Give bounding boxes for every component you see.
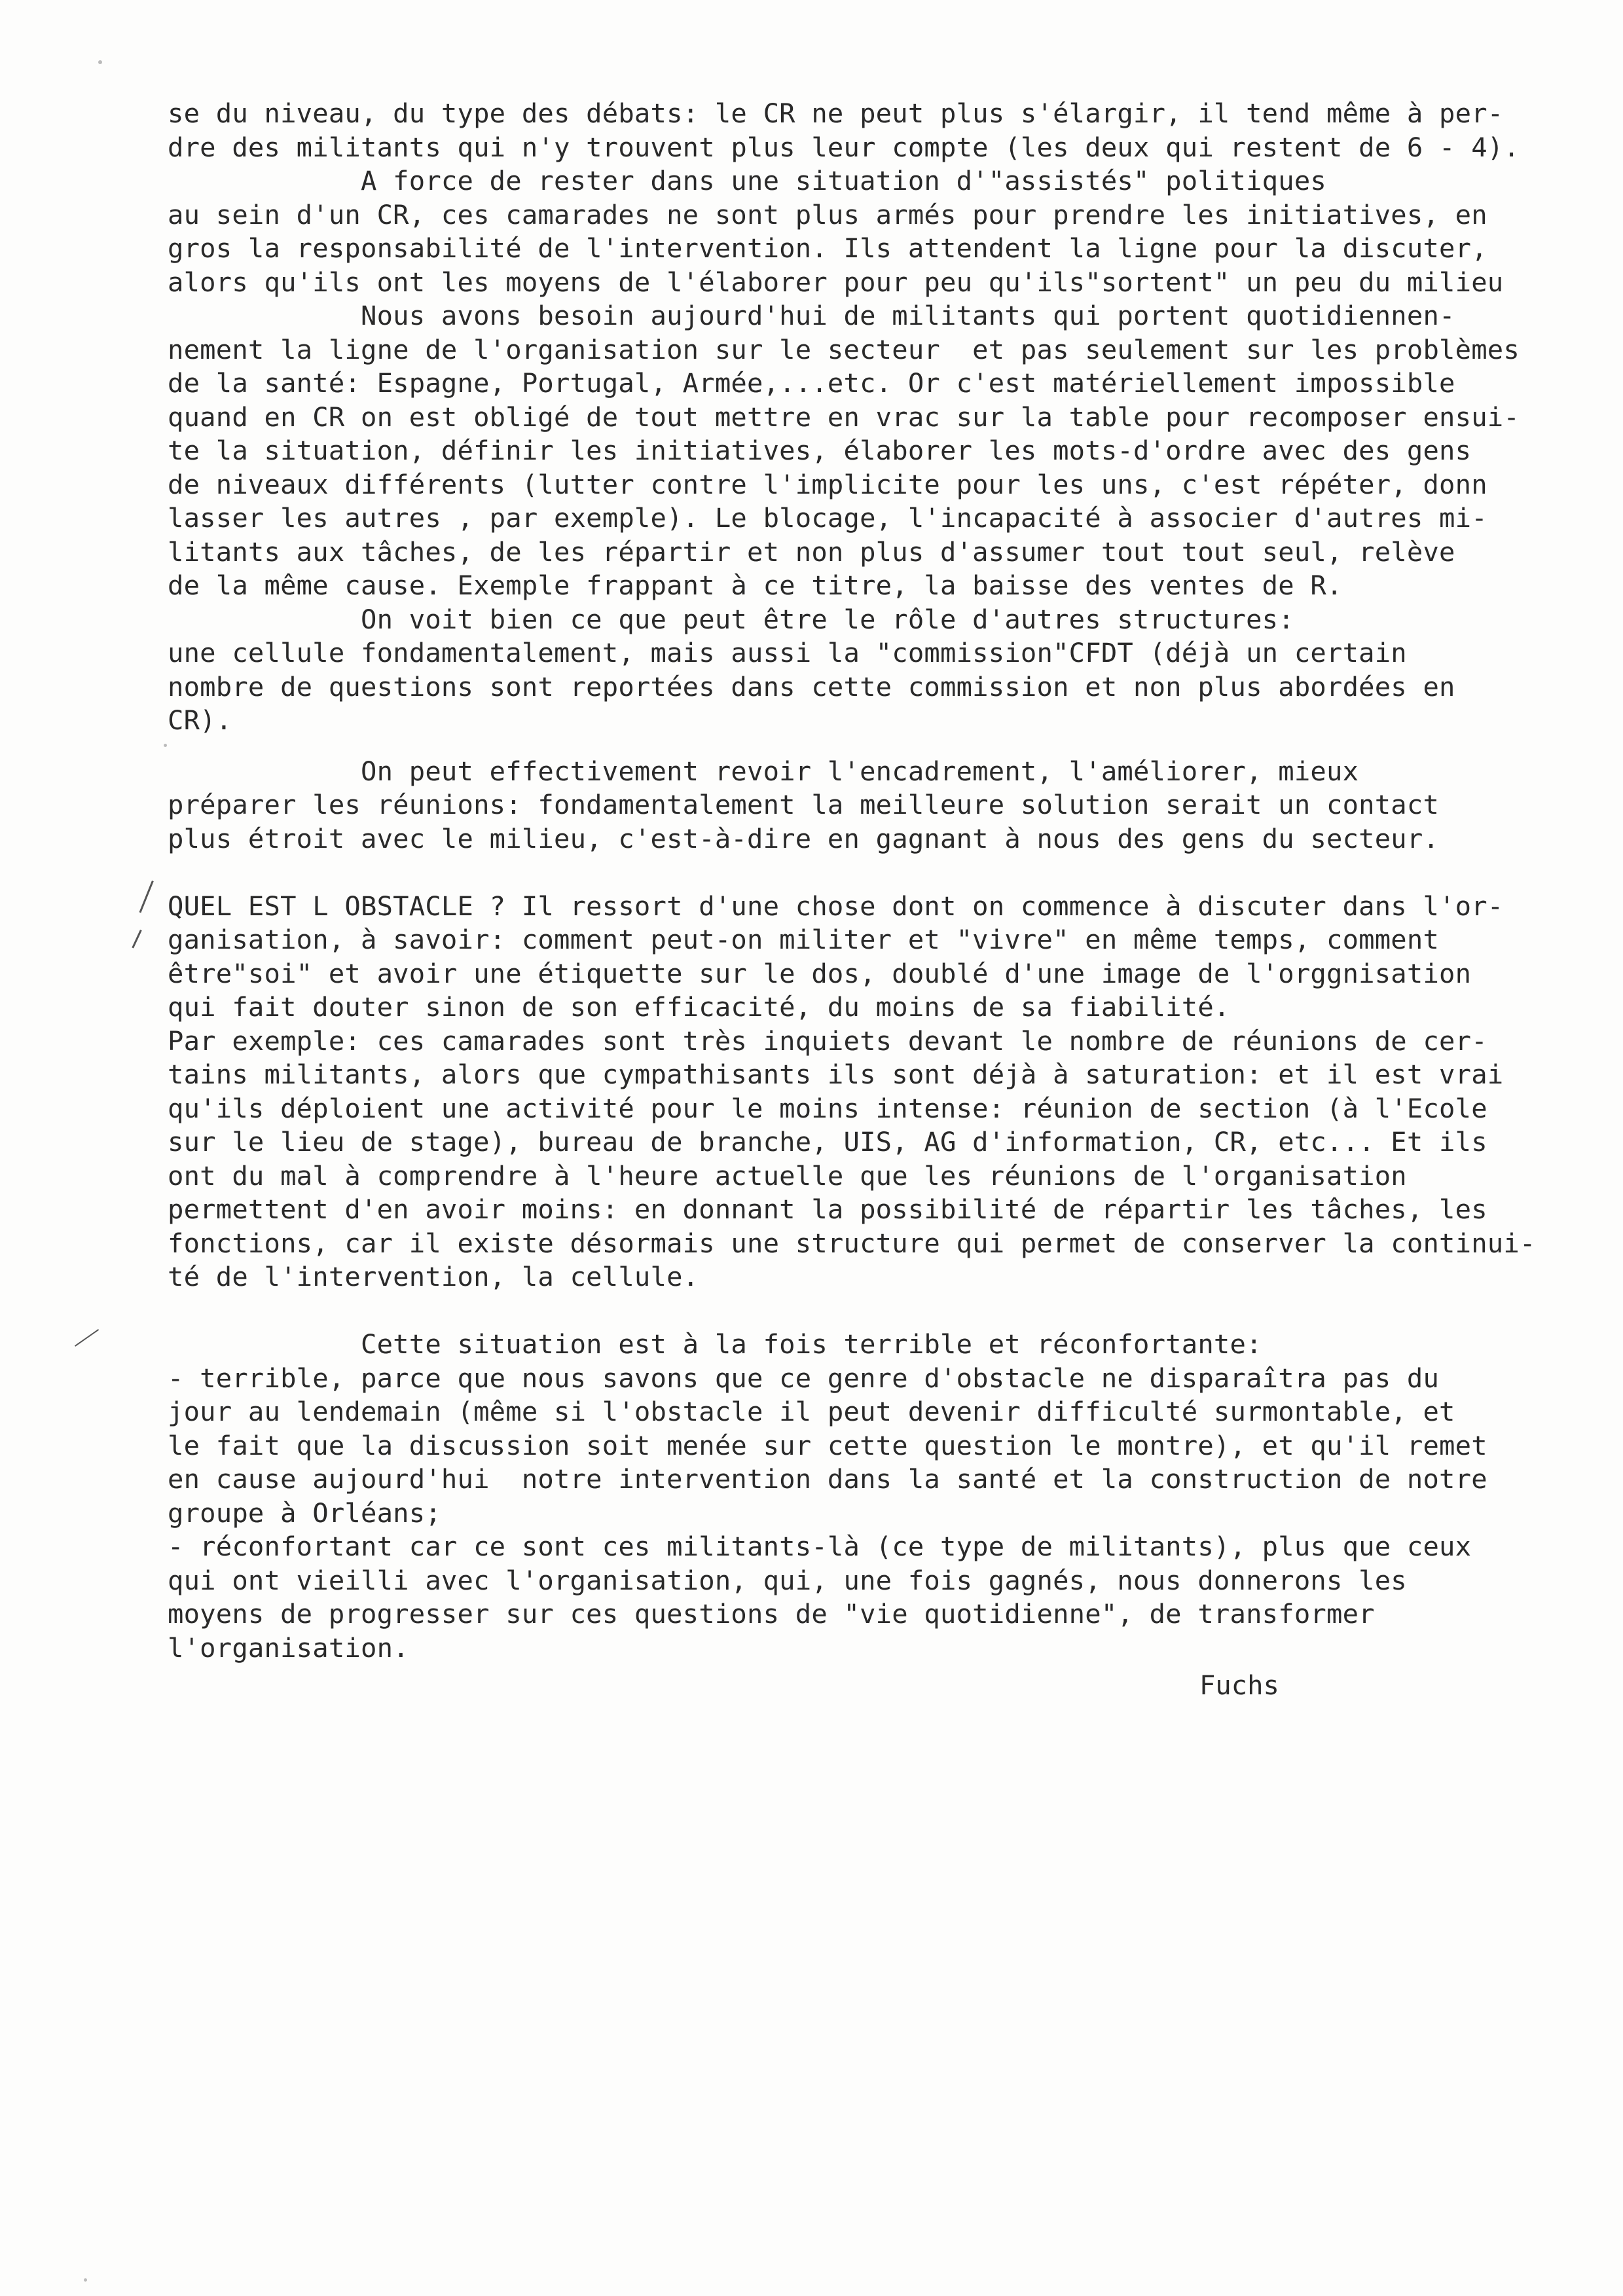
margin-pencil-mark bbox=[75, 1329, 99, 1347]
text-line: QUEL EST L OBSTACLE ? Il ressort d'une chose dont on commence à discuter dans l'or- bbox=[168, 890, 1504, 922]
text-line: gros la responsabilité de l'intervention. Ils attendent la ligne pour la discuter, bbox=[168, 232, 1487, 264]
text-line: litants aux tâches, de les répartir et non plus d'assumer tout tout seul, relève bbox=[168, 536, 1455, 568]
text-line: se du niveau, du type des débats: le CR ne peut plus s'élargir, il tend même à per- bbox=[168, 98, 1504, 129]
margin-pencil-mark bbox=[132, 930, 141, 948]
scan-speck bbox=[84, 2278, 87, 2282]
text-line: nement la ligne de l'organisation sur le secteur et pas seulement sur les problèmes bbox=[168, 333, 1520, 365]
text-line: On peut effectivement revoir l'encadrement, l'améliorer, mieux bbox=[168, 755, 1359, 787]
text-line: té de l'intervention, la cellule. bbox=[168, 1261, 699, 1292]
text-line: préparer les réunions: fondamentalement la meilleure solution serait un contact bbox=[168, 789, 1440, 820]
text-line: quand en CR on est obligé de tout mettre en vrac sur la table pour recomposer ensui- bbox=[168, 401, 1520, 433]
text-line: au sein d'un CR, ces camarades ne sont plus armés pour prendre les initiatives, en bbox=[168, 198, 1487, 230]
text-line: le fait que la discussion soit menée sur cette question le montre), et qu'il remet bbox=[168, 1429, 1487, 1461]
paragraph-group-1 bbox=[168, 97, 1529, 856]
text-line: CR). bbox=[168, 704, 232, 736]
text-line: - réconfortant car ce sont ces militants-là (ce type de militants), plus que ceux bbox=[168, 1531, 1472, 1562]
text-line: lasser les autres , par exemple). Le blocage, l'incapacité à associer d'autres mi- bbox=[168, 502, 1487, 534]
text-line: une cellule fondamentalement, mais aussi la "commission"CFDT (déjà un certain bbox=[168, 637, 1407, 668]
text-line: jour au lendemain (même si l'obstacle il peut devenir difficulté surmontable, et bbox=[168, 1396, 1455, 1427]
text-line: - terrible, parce que nous savons que ce genre d'obstacle ne disparaîtra pas du bbox=[168, 1362, 1440, 1394]
text-line: Nous avons besoin aujourd'hui de militants qui portent quotidiennen- bbox=[168, 300, 1455, 331]
text-line: de niveaux différents (lutter contre l'implicite pour les uns, c'est répéter, donn bbox=[168, 468, 1487, 500]
text-line: de la santé: Espagne, Portugal, Armée,...etc. Or c'est matériellement impossible bbox=[168, 367, 1455, 399]
section-gap bbox=[168, 856, 1529, 890]
text-line: A force de rester dans une situation d'"assistés" politiques bbox=[168, 165, 1326, 196]
text-line: plus étroit avec le milieu, c'est-à-dire en gagnant à nous des gens du secteur. bbox=[168, 822, 1440, 854]
text-line: alors qu'ils ont les moyens de l'élaborer pour peu qu'ils"sortent" un peu du milieu bbox=[168, 266, 1504, 298]
text-line: ganisation, à savoir: comment peut-on militer et "vivre" en même temps, comment bbox=[168, 924, 1440, 955]
text-line: tains militants, alors que cympathisants ils sont déjà à saturation: et il est vrai bbox=[168, 1059, 1504, 1090]
text-line: ont du mal à comprendre à l'heure actuelle que les réunions de l'organisation bbox=[168, 1159, 1407, 1192]
text-line: de la même cause. Exemple frappant à ce titre, la baisse des ventes de R. bbox=[168, 570, 1343, 601]
section-gap bbox=[168, 1294, 1529, 1328]
text-line: nombre de questions sont reportées dans cette commission et non plus abordées en bbox=[168, 670, 1455, 702]
text-line: Par exemple: ces camarades sont très inquiets devant le nombre de réunions de cer- bbox=[168, 1025, 1487, 1057]
text-line: qui ont vieilli avec l'organisation, qui, une fois gagnés, nous donnerons les bbox=[168, 1564, 1407, 1596]
scan-speck bbox=[164, 744, 167, 747]
text-line: être"soi" et avoir une étiquette sur le dos, doublé d'une image de l'orggnisation bbox=[168, 957, 1472, 989]
scan-speck bbox=[98, 60, 102, 64]
text-line: fonctions, car il existe désormais une structure qui permet de conserver la continui- bbox=[168, 1227, 1536, 1259]
paragraph-group-3 bbox=[168, 1328, 1529, 1665]
text-line: permettent d'en avoir moins: en donnant la possibilité de répartir les tâches, les bbox=[168, 1194, 1487, 1225]
text-line: moyens de progresser sur ces questions de "vie quotidienne", de transformer bbox=[168, 1598, 1375, 1630]
text-line: On voit bien ce que peut être le rôle d'autres structures: bbox=[168, 603, 1294, 635]
margin-pencil-mark bbox=[139, 881, 154, 913]
signature-name: Fuchs bbox=[1199, 1669, 1279, 1701]
text-line: dre des militants qui n'y trouvent plus leur compte (les deux qui restent de 6 - 4). bbox=[168, 131, 1520, 163]
paragraph-gap bbox=[168, 738, 1529, 755]
text-line: l'organisation. bbox=[168, 1631, 409, 1664]
text-line: te la situation, définir les initiatives, élaborer les mots-d'ordre avec des gens bbox=[168, 435, 1472, 466]
text-line: qu'ils déploient une activité pour le moins intense: réunion de section (à l'Ecole bbox=[168, 1092, 1487, 1124]
text-line: Cette situation est à la fois terrible et réconfortante: bbox=[168, 1328, 1262, 1360]
text-line: groupe à Orléans; bbox=[168, 1497, 441, 1529]
text-line: en cause aujourd'hui notre intervention dans la santé et la construction de notre bbox=[168, 1463, 1487, 1495]
text-line: sur le lieu de stage), bureau de branche, UIS, AG d'information, CR, etc... Et ils bbox=[168, 1126, 1487, 1157]
typewritten-text bbox=[168, 97, 1536, 1665]
paragraph-group-2 bbox=[168, 890, 1536, 1294]
text-line: qui fait douter sinon de son efficacité, du moins de sa fiabilité. bbox=[168, 991, 1230, 1023]
